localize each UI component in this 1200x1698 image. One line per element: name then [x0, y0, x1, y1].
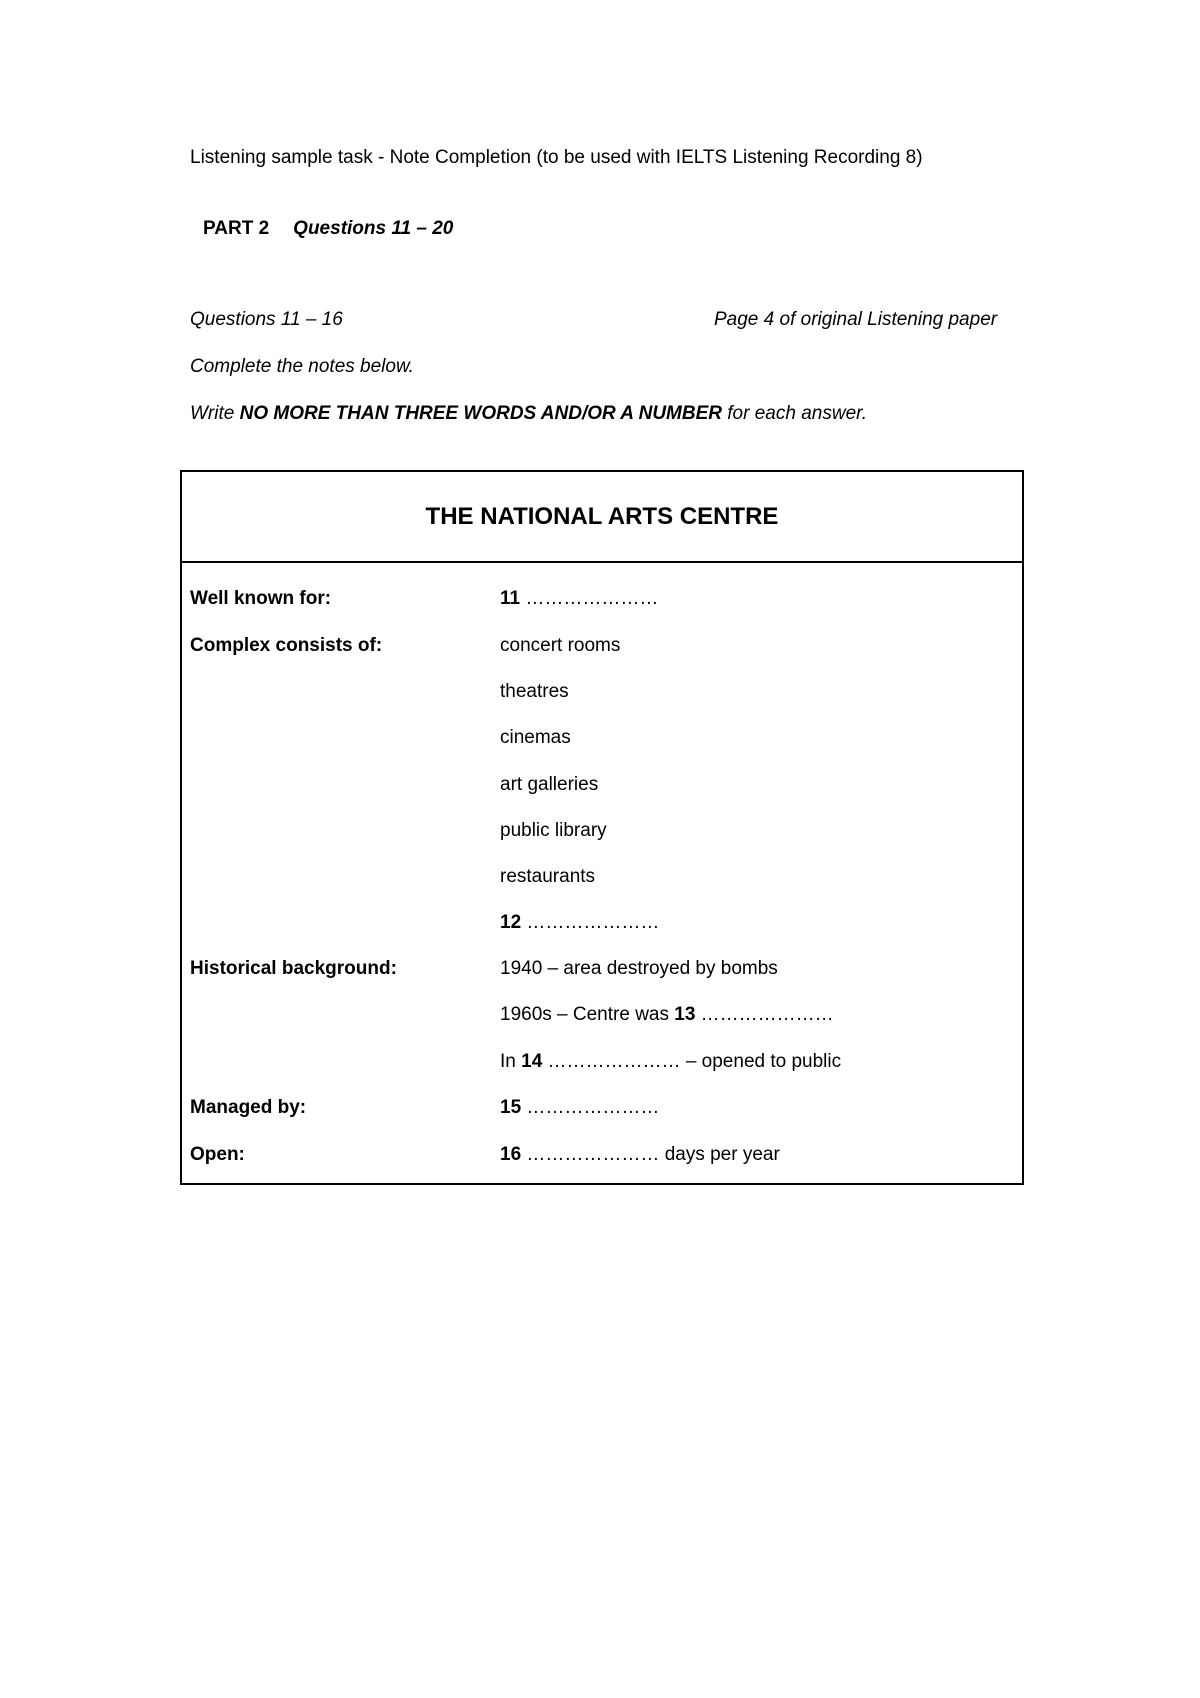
- row-label: Open:: [190, 1144, 245, 1165]
- row-value: [500, 586, 658, 612]
- notes-row: [182, 586, 1022, 612]
- value-text: 1960s – Centre was: [500, 1004, 675, 1025]
- value-text: public library: [500, 820, 607, 841]
- notes-box: [180, 470, 1024, 1185]
- row-value: [500, 1142, 780, 1168]
- instruction-suffix: for each answer.: [722, 403, 868, 424]
- question-number: 14: [521, 1051, 543, 1072]
- row-label: Historical background:: [190, 958, 397, 979]
- notes-row: [182, 1095, 1022, 1121]
- row-value: [500, 772, 598, 798]
- row-label: Managed by:: [190, 1097, 307, 1118]
- question-range: Questions 11 – 16: [190, 309, 343, 330]
- value-suffix: – opened to public: [680, 1051, 842, 1072]
- value-text: restaurants: [500, 866, 596, 887]
- notes-row: [182, 1142, 1022, 1168]
- value-suffix: days per year: [659, 1144, 780, 1165]
- row-value: [500, 679, 569, 705]
- answer-blank: …………………: [542, 1051, 681, 1072]
- answer-blank: …………………: [695, 1004, 834, 1025]
- notes-row: [182, 725, 1022, 751]
- row-value: [500, 956, 778, 982]
- notes-row: [182, 679, 1022, 705]
- answer-blank: …………………: [521, 912, 660, 933]
- part-label: PART 2: [203, 218, 270, 239]
- value-text: 1940 – area destroyed by bombs: [500, 958, 778, 979]
- row-value: [500, 1049, 841, 1075]
- answer-blank: …………………: [521, 1097, 660, 1118]
- notes-row: [182, 1002, 1022, 1028]
- notes-title: THE NATIONAL ARTS CENTRE: [182, 472, 1022, 563]
- notes-row: [182, 818, 1022, 844]
- row-label: Complex consists of:: [190, 635, 383, 656]
- page-reference: Page 4 of original Listening paper: [714, 309, 998, 330]
- row-value: [500, 864, 595, 890]
- instruction-word-limit: [190, 403, 867, 425]
- value-text: theatres: [500, 681, 569, 702]
- row-value: [500, 1095, 659, 1121]
- intro-line: Listening sample task - Note Completion (to be used with IELTS Listening Recording 8): [190, 147, 923, 168]
- instruction-prefix: Write: [190, 403, 240, 424]
- notes-row: [182, 910, 1022, 936]
- question-number: 16: [500, 1144, 522, 1165]
- row-value: [500, 818, 607, 844]
- row-value: [500, 633, 620, 659]
- value-text: art galleries: [500, 774, 599, 795]
- instruction-complete-notes: Complete the notes below.: [190, 356, 414, 377]
- notes-row: [182, 633, 1022, 659]
- notes-row: [182, 864, 1022, 890]
- row-value: [500, 1002, 834, 1028]
- notes-row: [182, 956, 1022, 982]
- value-text: concert rooms: [500, 635, 621, 656]
- part-heading: [203, 218, 453, 240]
- row-value: [500, 725, 571, 751]
- part-questions: Questions 11 – 20: [293, 218, 454, 239]
- notes-row: [182, 772, 1022, 798]
- value-text: cinemas: [500, 727, 571, 748]
- answer-blank: …………………: [520, 588, 659, 609]
- row-value: [500, 910, 659, 936]
- question-number: 12: [500, 912, 522, 933]
- value-text: In: [500, 1051, 522, 1072]
- question-number: 11: [500, 588, 521, 609]
- notes-row: [182, 1049, 1022, 1075]
- question-number: 13: [674, 1004, 696, 1025]
- row-label: Well known for:: [190, 588, 332, 609]
- answer-blank: …………………: [521, 1144, 660, 1165]
- question-number: 15: [500, 1097, 522, 1118]
- instruction-word-limit-bold: NO MORE THAN THREE WORDS AND/OR A NUMBER: [239, 403, 722, 424]
